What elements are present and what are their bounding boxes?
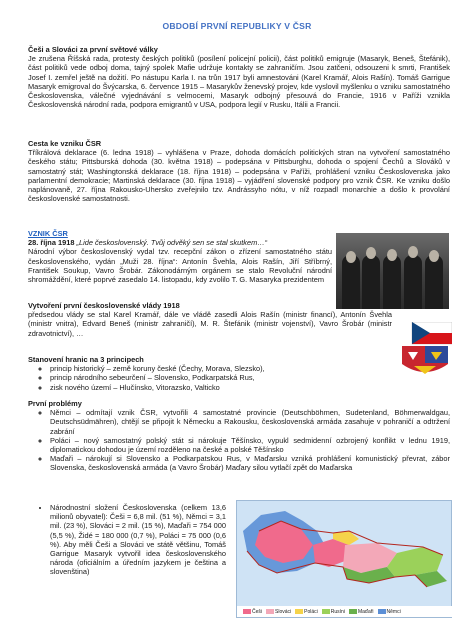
- road-heading: Cesta ke vzniku ČSR: [28, 139, 102, 148]
- men-of-28-october-photo: [336, 233, 449, 309]
- legend-item: Maďaři: [349, 609, 374, 615]
- list-item: ◦ Poláci – nový samostatný polský stát si nárokuje Těšínsko, vypukl sedmidenní ozbrojený konflikt v lednu 1919, diplomatickou dohodou je území rozděleno na české a polské Těšínsko: [50, 436, 450, 454]
- list-item: ◦ Němci – odmítají vznik ČSR, vytvořili 4 samostatné provincie (Deutschböhmen, Sudetenland, Böhmerwaldgau, Deutschsüdmähren), chtějí se připojit k Německu a Rakousku, československá armáda zasahuje v pohraničí a odtržení zabrání: [50, 408, 450, 436]
- legend-item: Češi: [243, 609, 262, 615]
- legend-item: Poláci: [295, 609, 318, 615]
- list-item: ◦ zisk nového území – Hlučínsko, Vitorazsko, Valticko: [50, 383, 450, 392]
- legend-item: Němci: [378, 609, 401, 615]
- borders-section: [28, 355, 450, 392]
- origin-link[interactable]: VZNIK ČSR: [28, 229, 68, 238]
- ethnic-map: [236, 500, 452, 618]
- map-shapes: [237, 501, 451, 606]
- nationality-section: [28, 503, 226, 577]
- legend-item: Rusíni: [322, 609, 345, 615]
- list-item: ◦ Maďaři – nárokují si Slovensko a Podkarpatskou Rus, v Maďarsku vzniká prohlášení komunistický převrat, zábor Slovenska, československá armáda (a Vavro Šrobár) Maďary silou vytlačí zpět do Maďarska: [50, 454, 450, 472]
- origin-text: Národní výbor československý vydal tzv. recepční zákon o zřízení samostatného státu československého, vydán „Muži 28. října“: Antonín Švehla, Alois Rašín, Jiří Stříbrný, František Soukup, Vavro Šrobár. Zákonodárným orgánem se stalo Revoluční národní shromáždění, které poprvé zasedalo 14. listopadu, kdy zvolilo T. G. Masaryka prezidentem: [28, 247, 332, 285]
- borders-list: [28, 364, 450, 392]
- legend-item: Slováci: [266, 609, 291, 615]
- list-item: • Národnostní složení Československa (celkem 13,6 milionů obyvatel): Češi = 6,8 mil. (51 %), Němci = 3,1 mil. (23 %), Slováci = 2 mil. (15 %), Maďaři = 754 000 (5,5 %), Židé = 180 000 (0,7 %), Poláci = 75 000 (0,6 %). Aby měli Češi a Slováci ve státě většinu, Tomáš Garrigue Masaryk vytvořil idea československého národa (oficiálním a úředním jazykem je čeština a slovenština): [50, 503, 226, 577]
- ww1-section: [28, 45, 450, 109]
- government-text: předsedou vlády se stal Karel Kramář, dále ve vládě zasedli Alois Rašín (ministr financí), Antonín Švehla (ministr vnitra), Edvard Beneš (ministr zahraničí), M. R. Štefánik (ministr vojenství), Vavro Šrobár (ministr zdravotnictví), …: [28, 310, 392, 338]
- problems-section: [28, 399, 450, 473]
- page-title: OBDOBÍ PRVNÍ REPUBLIKY V ČSR: [162, 21, 312, 31]
- origin-quote: „Lide československý. Tvůj odvěký sen se stal skutkem…“: [76, 238, 268, 248]
- origin-section: [28, 229, 332, 284]
- ww1-text: Je zrušena Říšská rada, protesty českých politiků (posílení policejní policii), část politiků emigruje (Masaryk, Beneš, Štefánik), část politiků vede odboj doma, tajný spolek Mafie udržuje kontakty se zahraničím. Jsou zatčeni, odsouzeni k smrti, František Josef I. zemřel ještě na dožití. Po nástupu Karla I. na trůn 1917 byli amnestováni (Karel Kramář, Alois Rašín). Tomáš Garrigue Masaryk emigroval do Švýcarska, 6. července 1915 – Masarykův ženevský projev, kde vyslovil myšlenku o vzniku samostatného Československa, válečné vyjednávání s velmocemi, Masaryk odbojný přesouvá do Francie, 1916 v Paříži vznikla Československá národní rada, podpora emigrantů v USA, podpora legií v Rusku, Itálii a Francii.: [28, 54, 450, 110]
- origin-date: 28. října 1918: [28, 238, 75, 248]
- road-text: Tříkrálová deklarace (6. ledna 1918) – vyhlášena v Praze, dohoda domácích politických stran na vytvoření samostatného českého státu; Pittsburská dohoda (30. května 1918) – podepsána v Pittsburghu, dohoda o spojení Čechů a Slováků v samostatný stát; Washingtonská deklarace (18. října 1918) – podepsána v Paříži, prohlášení vzniku Československa jako parlamentní demokracie; Martinská deklarace (30. října 1918) – vyjádření slovenské podpory pro vznik ČSR. Ke vzniku došlo naplánovaně, 27. října Rakousko-Uhersko zveřejnilo tzv. Andrássyho nótu, v níž rozpadl monarchie a došlo k provolání československé samostatnosti.: [28, 148, 450, 204]
- government-section: [28, 301, 392, 338]
- road-section: [28, 139, 450, 203]
- nationality-list: [28, 503, 226, 577]
- list-item: ◦ princip národního sebeurčení – Slovensko, Podkarpatská Rus,: [50, 373, 450, 382]
- borders-heading: Stanovení hranic na 3 principech: [28, 355, 144, 364]
- map-legend: [237, 606, 457, 617]
- government-heading: Vytvoření první československé vlády 1918: [28, 301, 180, 310]
- ww1-heading: Češi a Slováci za první světové války: [28, 45, 158, 54]
- problems-list: [28, 408, 450, 472]
- problems-heading: První problémy: [28, 399, 82, 408]
- list-item: ◦ princip historický – země koruny české (Čechy, Morava, Slezsko),: [50, 364, 450, 373]
